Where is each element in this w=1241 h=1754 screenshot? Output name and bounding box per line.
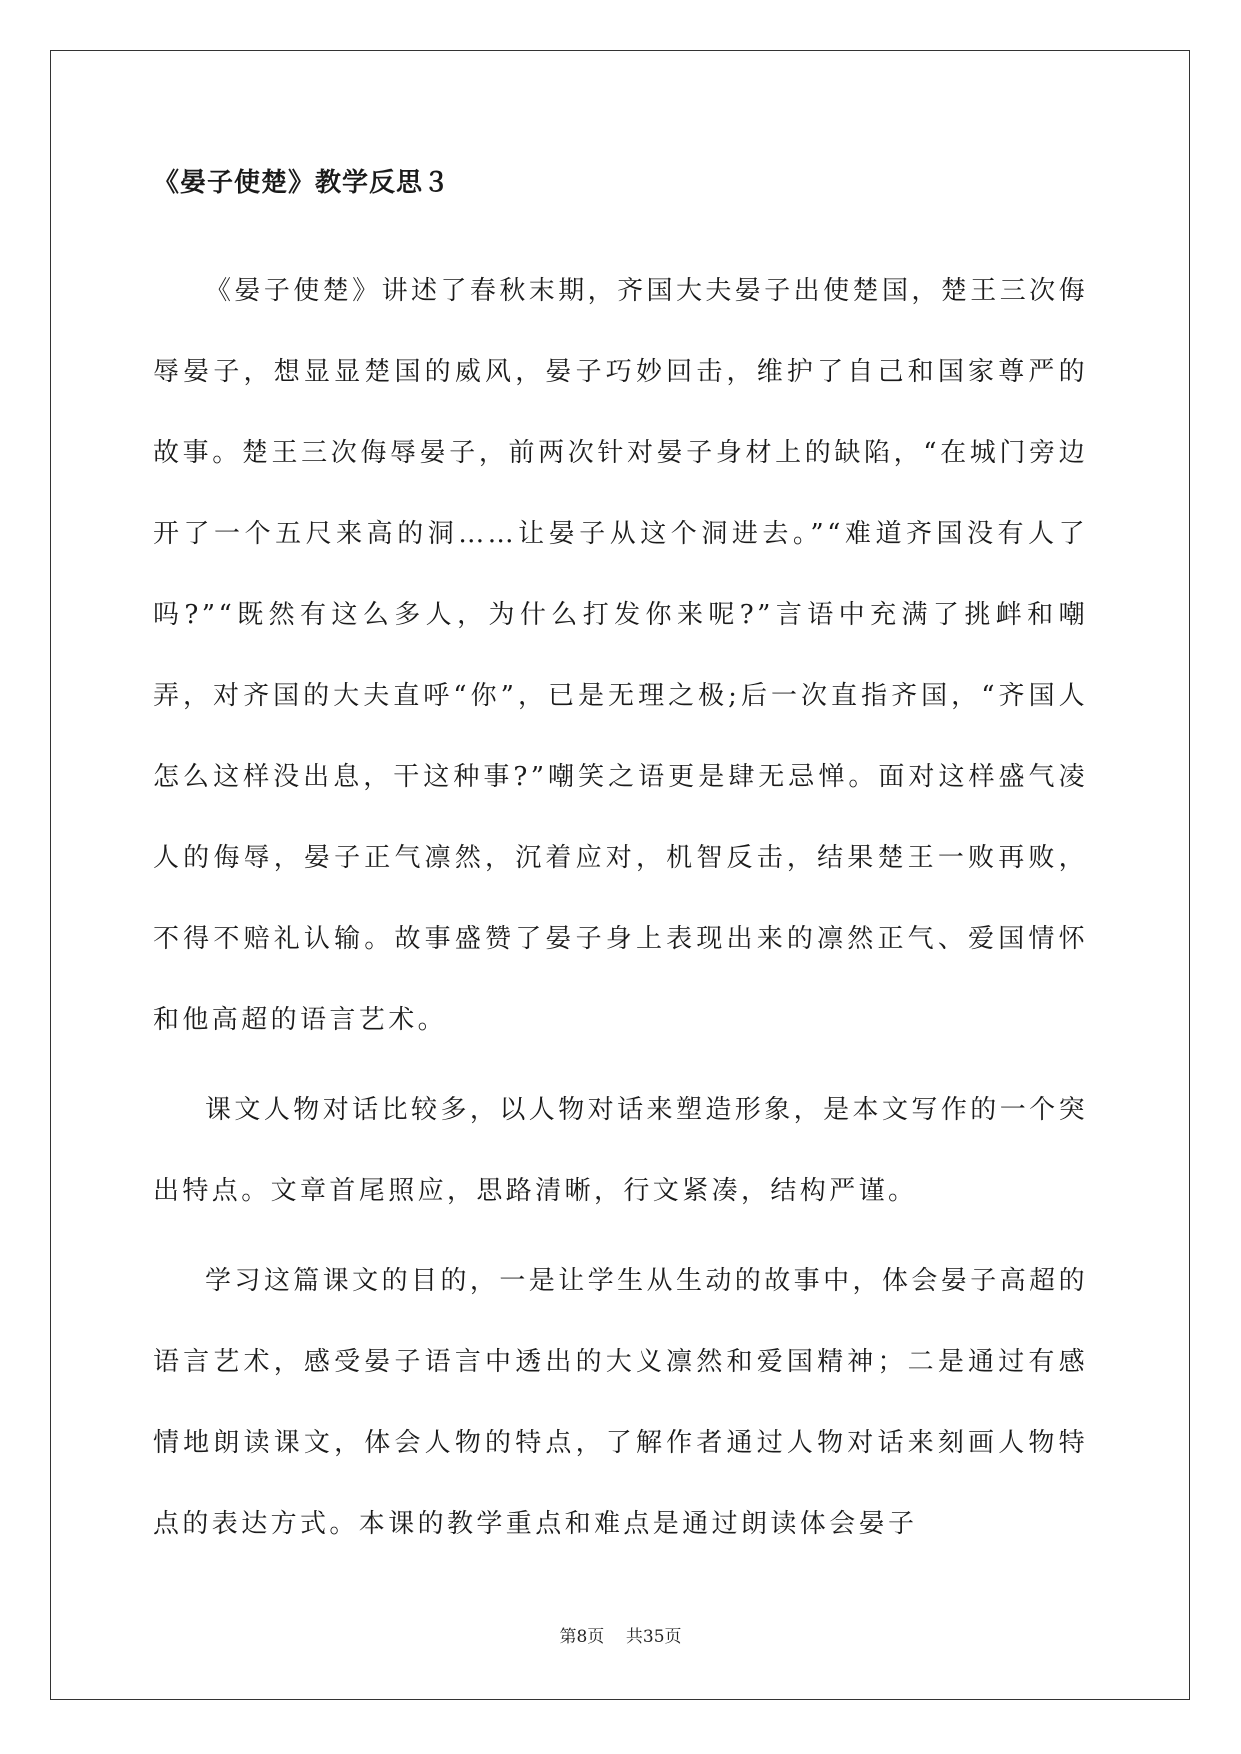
page-number: 8: [576, 1627, 588, 1647]
paragraph-1: 《晏子使楚》讲述了春秋末期，齐国大夫晏子出使楚国，楚王三次侮辱晏子，想显显楚国的威风，晏子巧妙回击，维护了自己和国家尊严的故事。楚王三次侮辱晏子，前两次针对晏子身材上的缺陷，“在城门旁边开了一个五尺来高的洞……让晏子从这个洞进去。”“难道齐国没有人了吗?”“既然有这么多人，为什么打发你来呢?”言语中充满了挑衅和嘲弄，对齐国的大夫直呼“你”，已是无理之极;后一次直指齐国，“齐国人怎么这样没出息，干这种事?”嘲笑之语更是肆无忌惮。面对这样盛气凌人的侮辱，晏子正气凛然，沉着应对，机智反击，结果楚王一败再败，不得不赔礼认输。故事盛赞了晏子身上表现出来的凛然正气、爱国情怀和他高超的语言艺术。: [153, 276, 1088, 1035]
paragraph-2: 课文人物对话比较多，以人物对话来塑造形象，是本文写作的一个突出特点。文章首尾照应，思路清晰，行文紧凑，结构严谨。: [153, 1095, 1088, 1206]
total-pages: 35: [642, 1627, 665, 1647]
total-suffix: 页: [664, 1627, 682, 1647]
page-suffix: 页: [587, 1627, 605, 1647]
page-prefix: 第: [559, 1627, 577, 1647]
document-title: 《晏子使楚》教学反思３: [153, 168, 451, 198]
document-body: [153, 165, 1088, 1565]
total-prefix: 共: [625, 1627, 643, 1647]
page-footer: [0, 1626, 1241, 1648]
paragraph-3: 学习这篇课文的目的，一是让学生从生动的故事中，体会晏子高超的语言艺术，感受晏子语言中透出的大义凛然和爱国精神；二是通过有感情地朗读课文，体会人物的特点，了解作者通过人物对话来刻画人物特点的表达方式。本课的教学重点和难点是通过朗读体会晏子: [153, 1266, 1088, 1539]
